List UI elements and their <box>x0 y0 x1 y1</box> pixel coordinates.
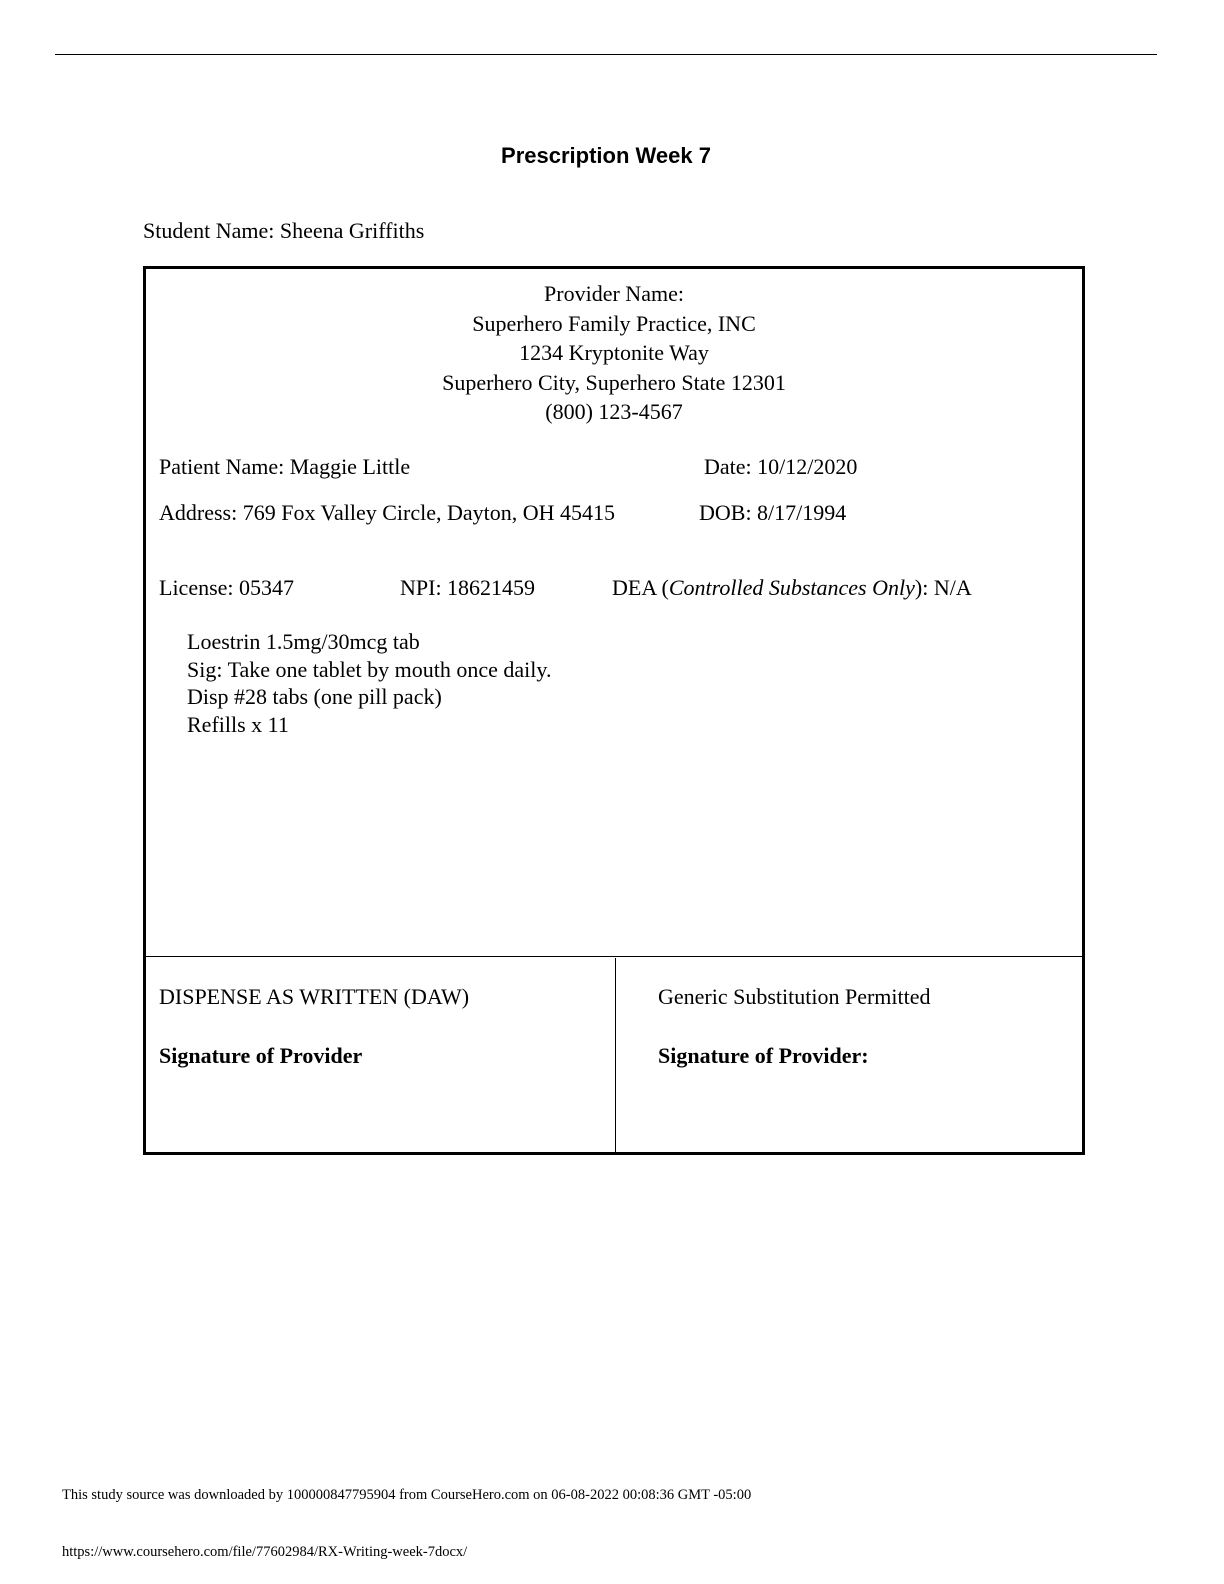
patient-dob: DOB: 8/17/1994 <box>699 500 847 525</box>
daw-signature-label: Signature of Provider <box>159 1043 363 1068</box>
prescription-body <box>187 628 551 738</box>
signature-divider <box>146 956 1082 957</box>
page-title: Prescription Week 7 <box>501 143 711 168</box>
dea-value: ): N/A <box>914 575 972 600</box>
refills-line: Refills x 11 <box>187 711 289 737</box>
dea-number <box>612 575 972 601</box>
sig-line: Sig: Take one tablet by mouth once daily. <box>187 656 552 682</box>
npi-number: NPI: 18621459 <box>400 575 536 600</box>
license-number: License: 05347 <box>159 575 295 600</box>
provider-city-state: Superhero City, Superhero State 12301 <box>442 369 786 395</box>
student-name: Student Name: Sheena Griffiths <box>143 218 425 243</box>
daw-heading: DISPENSE AS WRITTEN (DAW) <box>159 984 470 1009</box>
patient-name: Patient Name: Maggie Little <box>159 454 411 479</box>
generic-signature-label: Signature of Provider: <box>658 1043 869 1068</box>
provider-phone: (800) 123-4567 <box>545 399 683 424</box>
dea-prefix: DEA ( <box>612 575 669 600</box>
drug-line: Loestrin 1.5mg/30mcg tab <box>187 629 420 654</box>
prescription-date: Date: 10/12/2020 <box>704 454 858 479</box>
top-rule <box>55 54 1157 55</box>
provider-block <box>146 279 1082 427</box>
patient-address: Address: 769 Fox Valley Circle, Dayton, OH 45415 <box>159 500 616 525</box>
prescription-form <box>143 266 1085 1155</box>
provider-street: 1234 Kryptonite Way <box>519 340 709 365</box>
source-url[interactable]: https://www.coursehero.com/file/77602984/RX-Writing-week-7docx/ <box>62 1544 468 1560</box>
provider-label: Provider Name: <box>544 281 684 306</box>
disp-line: Disp #28 tabs (one pill pack) <box>187 684 442 709</box>
generic-heading: Generic Substitution Permitted <box>658 984 931 1009</box>
dea-note: Controlled Substances Only <box>668 575 915 600</box>
download-note: This study source was downloaded by 100000847795904 from CourseHero.com on 06-08-2022 00:08:36 GMT -05:00 <box>62 1487 752 1503</box>
signature-column-divider <box>615 958 616 1152</box>
provider-practice: Superhero Family Practice, INC <box>472 310 756 336</box>
